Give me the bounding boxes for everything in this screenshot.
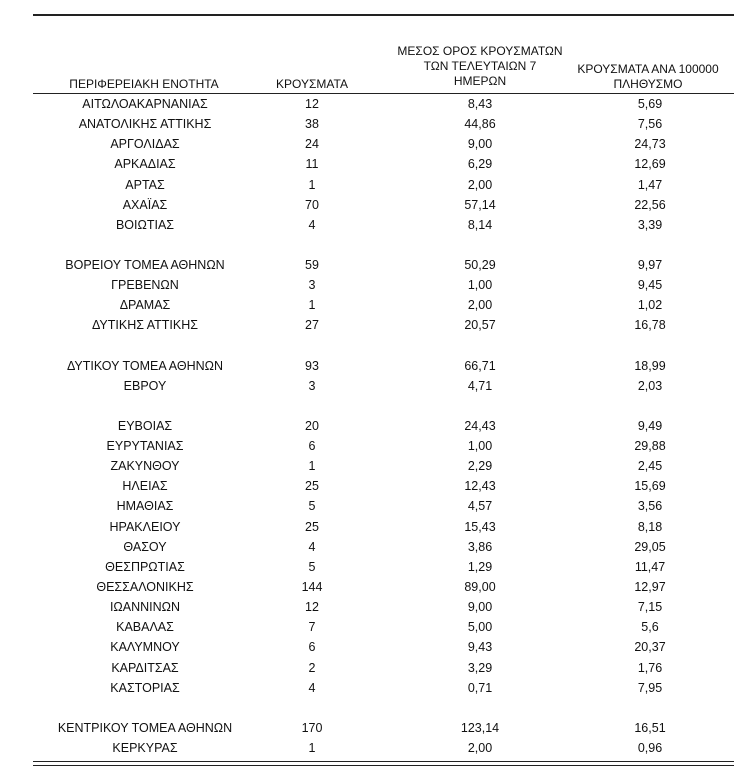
cases-cell: 170 [301, 720, 323, 735]
avg-cell: 89,00 [464, 579, 496, 594]
per100k-cell: 9,45 [637, 278, 663, 293]
region-cell: ΑΙΤΩΛΟΑΚΑΡΝΑΝΙΑΣ [82, 97, 208, 111]
per100k-cell: 12,69 [634, 157, 666, 172]
cases-cell: 4 [308, 680, 316, 695]
region-cell: ΔΡΑΜΑΣ [119, 298, 171, 313]
per100k-cell: 11,47 [634, 559, 666, 574]
table-row [0, 418, 734, 438]
per100k-cell: 18,99 [634, 358, 666, 373]
avg-cell: 50,29 [464, 257, 496, 272]
header-per100k-line-2: ΠΛΗΘΥΣΜΟ [613, 77, 683, 91]
region-cell: ΔΥΤΙΚΟΥ ΤΟΜΕΑ ΑΘΗΝΩΝ [66, 358, 224, 373]
region-cell: ΚΑΒΑΛΑΣ [116, 620, 174, 635]
avg-cell: 8,43 [467, 97, 493, 111]
per100k-cell: 9,49 [637, 418, 663, 433]
per100k-cell: 7,95 [637, 680, 663, 695]
region-cell: ΑΝΑΤΟΛΙΚΗΣ ΑΤΤΙΚΗΣ [78, 117, 212, 132]
table-row [0, 297, 734, 317]
per100k-cell: 2,45 [637, 459, 663, 474]
per100k-cell: 0,96 [637, 740, 663, 755]
table-row [0, 277, 734, 297]
avg-cell: 4,71 [467, 378, 493, 393]
per100k-cell: 22,56 [634, 197, 666, 212]
header-avg-line-3: ΗΜΕΡΩΝ [453, 74, 507, 88]
header-divider [33, 93, 734, 94]
avg-cell: 9,00 [467, 600, 493, 615]
region-cell: ΔΥΤΙΚΗΣ ΑΤΤΙΚΗΣ [92, 318, 198, 333]
avg-cell: 15,43 [464, 519, 496, 534]
region-cell: ΖΑΚΥΝΘΟΥ [110, 459, 180, 474]
region-cell: ΕΒΡΟΥ [123, 378, 167, 393]
header-avg-line-1: ΜΕΣΟΣ ΟΡΟΣ ΚΡΟΥΣΜΑΤΩΝ [397, 44, 563, 58]
table-row [0, 156, 734, 176]
per100k-cell: 24,73 [634, 137, 666, 152]
table-row [0, 639, 734, 659]
avg-cell: 57,14 [464, 197, 496, 212]
table-row [0, 559, 734, 579]
cases-cell: 25 [305, 519, 319, 534]
cases-cell: 38 [305, 117, 319, 132]
per100k-cell: 29,05 [634, 539, 666, 554]
header-cases-line: ΚΡΟΥΣΜΑΤΑ [276, 77, 348, 91]
avg-cell: 0,71 [467, 680, 493, 695]
table-bottom-rule [33, 761, 734, 762]
per100k-cell: 3,56 [637, 499, 663, 514]
region-cell: ΙΩΑΝΝΙΝΩΝ [109, 600, 181, 615]
avg-cell: 66,71 [464, 358, 496, 373]
region-cell: ΒΟΡΕΙΟΥ ΤΟΜΕΑ ΑΘΗΝΩΝ [65, 257, 225, 272]
per100k-cell: 8,18 [637, 519, 663, 534]
table-row [0, 197, 734, 217]
header-cases [267, 77, 357, 92]
per100k-cell: 20,37 [634, 640, 666, 655]
cases-cell: 12 [305, 97, 319, 111]
cases-cell: 1 [308, 177, 316, 192]
table-row [0, 579, 734, 599]
table-bottom-rule-double [33, 765, 734, 766]
per100k-cell: 29,88 [634, 438, 666, 453]
cases-cell: 27 [305, 318, 319, 333]
avg-cell: 12,43 [464, 479, 496, 494]
avg-cell: 24,43 [464, 418, 496, 433]
table-row [0, 177, 734, 197]
table-row [0, 438, 734, 458]
table-row [0, 599, 734, 619]
table-row [0, 136, 734, 156]
cases-cell: 24 [305, 137, 319, 152]
table-row [0, 619, 734, 639]
per100k-cell: 1,47 [637, 177, 663, 192]
cases-cell: 4 [308, 539, 316, 554]
region-cell: ΗΛΕΙΑΣ [122, 479, 168, 494]
cases-cell: 3 [308, 378, 316, 393]
avg-cell: 2,29 [467, 459, 493, 474]
avg-cell: 20,57 [464, 318, 496, 333]
table-row [0, 740, 734, 760]
table-row [0, 358, 734, 378]
cases-cell: 93 [305, 358, 319, 373]
cases-cell: 6 [308, 640, 316, 655]
table-row [0, 378, 734, 398]
cases-cell: 6 [308, 438, 316, 453]
cases-cell: 3 [308, 278, 316, 293]
table-row [0, 720, 734, 740]
cases-cell: 144 [301, 579, 323, 594]
cases-cell: 5 [308, 559, 316, 574]
cases-cell: 25 [305, 479, 319, 494]
header-region [44, 77, 244, 92]
table-row [0, 478, 734, 498]
region-cell: ΚΑΡΔΙΤΣΑΣ [111, 660, 179, 675]
region-cell: ΘΕΣΠΡΩΤΙΑΣ [105, 559, 185, 574]
cases-cell: 2 [308, 660, 316, 675]
avg-cell: 9,00 [467, 137, 493, 152]
region-cell: ΚΕΡΚΥΡΑΣ [112, 740, 178, 755]
table-row [0, 680, 734, 700]
header-avg-line-2: ΤΩΝ ΤΕΛΕΥΤΑΙΩΝ 7 [423, 59, 537, 73]
avg-cell: 9,43 [467, 640, 493, 655]
table-row [0, 217, 734, 237]
per100k-cell: 1,76 [637, 660, 663, 675]
avg-cell: 2,00 [467, 740, 493, 755]
region-cell: ΗΜΑΘΙΑΣ [116, 499, 174, 514]
per100k-cell: 7,56 [637, 117, 663, 132]
header-seven-day-average [390, 44, 570, 89]
region-cell: ΑΡΤΑΣ [125, 177, 165, 192]
per100k-cell: 16,51 [634, 720, 666, 735]
cases-cell: 4 [308, 217, 316, 232]
cases-cell: 5 [308, 499, 316, 514]
per100k-cell: 15,69 [634, 479, 666, 494]
avg-cell: 1,00 [467, 438, 493, 453]
region-cell: ΓΡΕΒΕΝΩΝ [111, 278, 179, 293]
per100k-cell: 12,97 [634, 579, 666, 594]
header-per100k-line-1: ΚΡΟΥΣΜΑΤΑ ΑΝΑ 100000 [577, 62, 719, 76]
avg-cell: 2,00 [467, 177, 493, 192]
cases-cell: 1 [308, 740, 316, 755]
region-cell: ΑΡΚΑΔΙΑΣ [114, 157, 176, 172]
avg-cell: 3,29 [467, 660, 493, 675]
cases-cell: 1 [308, 298, 316, 313]
table-row [0, 257, 734, 277]
per100k-cell: 5,6 [641, 620, 659, 635]
per100k-cell: 5,69 [637, 97, 663, 111]
table-top-rule [33, 14, 734, 16]
region-cell: ΒΟΙΩΤΙΑΣ [115, 217, 175, 232]
avg-cell: 2,00 [467, 298, 493, 313]
per100k-cell: 3,39 [637, 217, 663, 232]
avg-cell: 4,57 [467, 499, 493, 514]
region-cell: ΕΥΡΥΤΑΝΙΑΣ [106, 438, 184, 453]
region-cell: ΚΑΣΤΟΡΙΑΣ [110, 680, 180, 695]
cases-cell: 1 [308, 459, 316, 474]
header-region-line: ΠΕΡΙΦΕΡΕΙΑΚΗ ΕΝΟΤΗΤΑ [69, 77, 219, 91]
region-cell: ΚΕΝΤΡΙΚΟΥ ΤΟΜΕΑ ΑΘΗΝΩΝ [57, 720, 233, 735]
cases-cell: 7 [308, 620, 316, 635]
region-cell: ΕΥΒΟΙΑΣ [117, 418, 173, 433]
region-cell: ΗΡΑΚΛΕΙΟΥ [109, 519, 181, 534]
table-row [0, 458, 734, 478]
region-cell: ΑΡΓΟΛΙΔΑΣ [110, 137, 180, 152]
avg-cell: 3,86 [467, 539, 493, 554]
region-cell: ΑΧΑΪΑΣ [122, 197, 168, 212]
region-cell: ΘΕΣΣΑΛΟΝΙΚΗΣ [96, 579, 194, 594]
per100k-cell: 7,15 [637, 600, 663, 615]
cases-cell: 70 [305, 197, 319, 212]
avg-cell: 1,29 [467, 559, 493, 574]
cases-cell: 12 [305, 600, 319, 615]
table-body [0, 96, 734, 760]
table-row [0, 539, 734, 559]
avg-cell: 123,14 [460, 720, 500, 735]
table-row [0, 498, 734, 518]
avg-cell: 8,14 [467, 217, 493, 232]
per100k-cell: 9,97 [637, 257, 663, 272]
table-row [0, 519, 734, 539]
table-row [0, 96, 734, 116]
table-row [0, 317, 734, 337]
avg-cell: 1,00 [467, 278, 493, 293]
per100k-cell: 1,02 [637, 298, 663, 313]
header-cases-per-100k [568, 62, 728, 92]
avg-cell: 5,00 [467, 620, 493, 635]
cases-cell: 59 [305, 257, 319, 272]
table-row [0, 660, 734, 680]
avg-cell: 44,86 [464, 117, 496, 132]
per100k-cell: 16,78 [634, 318, 666, 333]
avg-cell: 6,29 [467, 157, 493, 172]
cases-cell: 11 [305, 157, 319, 172]
region-cell: ΚΑΛΥΜΝΟΥ [110, 640, 180, 655]
cases-cell: 20 [305, 418, 319, 433]
per100k-cell: 2,03 [637, 378, 663, 393]
table-row [0, 116, 734, 136]
region-cell: ΘΑΣΟΥ [123, 539, 167, 554]
